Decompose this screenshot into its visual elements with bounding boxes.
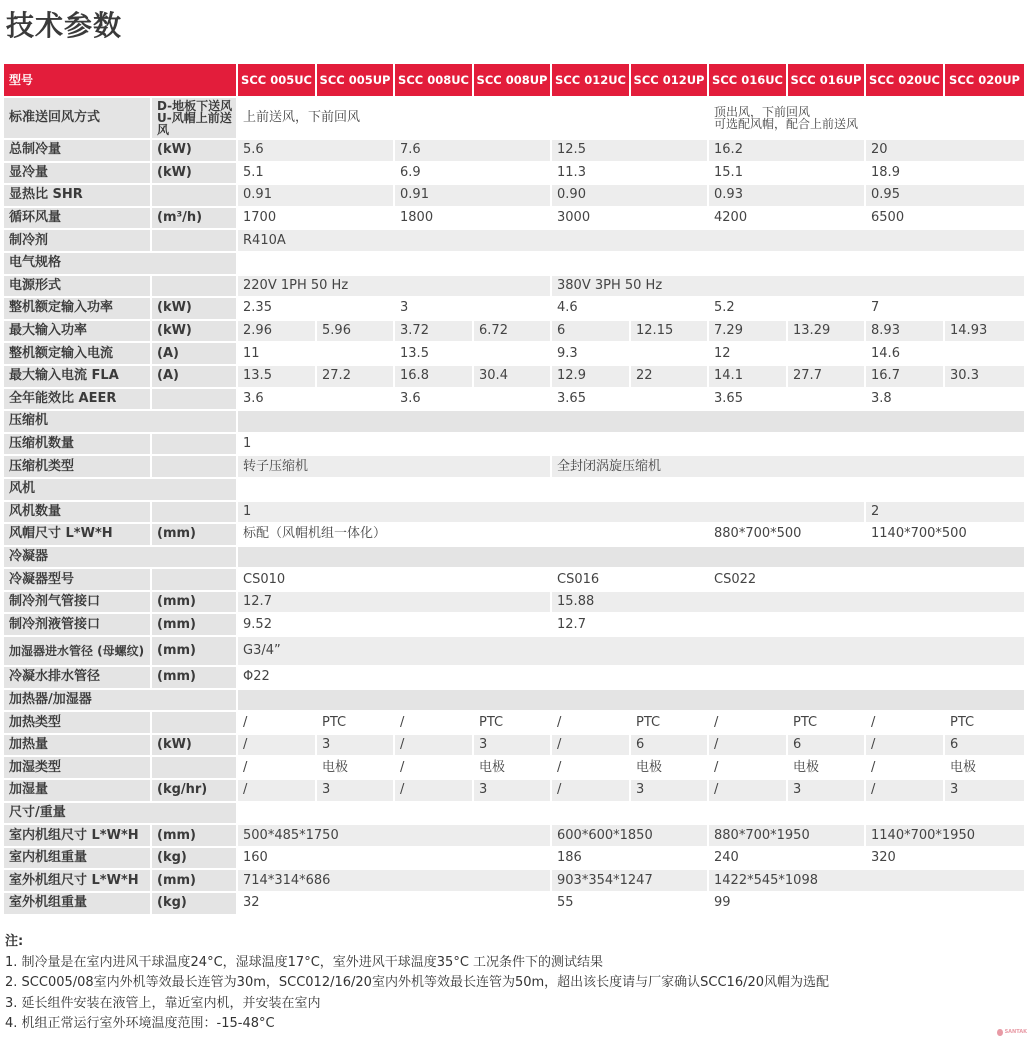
value-cell: 3 xyxy=(395,298,552,321)
value-cell: 8.93 xyxy=(866,321,945,344)
row-label: 最大输入电流 FLA xyxy=(4,366,152,389)
value-cell: 1700 xyxy=(238,208,395,231)
row-unit: (kW) xyxy=(152,140,238,163)
value-cell: 11 xyxy=(238,343,395,366)
notes xyxy=(5,932,1015,1035)
value-cell: 15.88 xyxy=(552,592,1026,615)
value-cell: / xyxy=(552,735,631,758)
note-item: 4. 机组正常运行室外环境温度范围：-15-48°C xyxy=(5,1016,275,1031)
value-cell: / xyxy=(552,712,631,735)
row-unit: (A) xyxy=(152,366,238,389)
row-unit: D-地板下送风 U-风帽上前送风 xyxy=(152,98,238,140)
value-cell: / xyxy=(238,757,317,780)
spec-row-humidifier-type xyxy=(4,757,1026,780)
value-cell: 186 xyxy=(552,848,709,871)
value-cell: 600*600*1850 xyxy=(552,825,709,848)
value-cell: / xyxy=(395,780,474,803)
value-cell: / xyxy=(709,712,788,735)
row-unit xyxy=(152,712,238,735)
row-label: 制冷剂 xyxy=(4,230,152,253)
watermark-text: SANTAK xyxy=(1004,1029,1027,1035)
value-cell: 3 xyxy=(317,735,395,758)
value-cell: 3 xyxy=(474,780,552,803)
row-label: 标准送回风方式 xyxy=(4,98,152,140)
value-cell: / xyxy=(552,780,631,803)
spec-row-outdoor-weight xyxy=(4,893,1026,916)
value-cell: 标配（风帽机组一体化） xyxy=(238,524,709,547)
row-label: 整机额定输入电流 xyxy=(4,343,152,366)
value-cell: 1 xyxy=(238,502,866,525)
spec-row-humidifier-inlet xyxy=(4,637,1026,667)
value-cell: 880*700*1950 xyxy=(709,825,866,848)
row-label: 加湿类型 xyxy=(4,757,152,780)
value-cell: 0.95 xyxy=(866,185,1026,208)
value-cell: 903*354*1247 xyxy=(552,870,709,893)
value-cell: 5.2 xyxy=(709,298,866,321)
value-cell: / xyxy=(395,735,474,758)
row-unit: (m³/h) xyxy=(152,208,238,231)
value-cell: 99 xyxy=(709,893,1026,916)
row-unit: (kg) xyxy=(152,848,238,871)
value-cell: 1422*545*1098 xyxy=(709,870,1026,893)
value-cell: 转子压缩机 xyxy=(238,456,552,479)
value-line: 可选配风帽，配合上前送风 xyxy=(714,117,859,131)
note-item: 1. 制冷量是在室内进风干球温度24°C，湿球温度17°C，室外进风干球温度35°C 工况条件下的测试结果 xyxy=(5,954,604,970)
value-cell: / xyxy=(709,757,788,780)
watermark-logo xyxy=(997,1025,1027,1039)
row-label: 最大输入功率 xyxy=(4,321,152,344)
spec-row-condenser-model xyxy=(4,569,1026,592)
value-cell: 4200 xyxy=(709,208,866,231)
spec-row-airflow xyxy=(4,208,1026,231)
value-cell: 12.15 xyxy=(631,321,709,344)
row-unit: (kW) xyxy=(152,321,238,344)
value-cell: 27.7 xyxy=(788,366,866,389)
row-label: 室外机组重量 xyxy=(4,893,152,916)
value-cell: 上前送风，下前回风 xyxy=(238,98,709,140)
spec-row-max-current xyxy=(4,366,1026,389)
value-cell: G3/4” xyxy=(238,637,1026,667)
model-header: SCC 005UC xyxy=(238,64,317,98)
value-line: 顶出风，下前回风 xyxy=(714,105,811,119)
value-cell: 55 xyxy=(552,893,709,916)
value-cell: R410A xyxy=(238,230,1026,253)
row-unit: (mm) xyxy=(152,667,238,690)
value-cell: 电极 xyxy=(317,757,395,780)
value-cell: 1 xyxy=(238,434,1026,457)
row-unit xyxy=(152,185,238,208)
row-unit: (kW) xyxy=(152,163,238,186)
value-cell: 9.52 xyxy=(238,614,552,637)
spec-row-refrigerant xyxy=(4,230,1026,253)
spec-row-liquid-pipe xyxy=(4,614,1026,637)
row-unit: (mm) xyxy=(152,825,238,848)
model-header: SCC 016UC xyxy=(709,64,788,98)
row-unit: (mm) xyxy=(152,614,238,637)
row-label: 制冷剂液管接口 xyxy=(4,614,152,637)
model-header: SCC 005UP xyxy=(317,64,395,98)
spec-row-fan-count xyxy=(4,502,1026,525)
value-cell: 0.91 xyxy=(395,185,552,208)
value-cell: 2.35 xyxy=(238,298,395,321)
value-cell: 3 xyxy=(788,780,866,803)
spec-row-rated-power xyxy=(4,298,1026,321)
row-label: 电源形式 xyxy=(4,276,152,299)
value-cell: / xyxy=(709,735,788,758)
page-title: 技术参数 xyxy=(6,9,123,42)
value-cell: 16.2 xyxy=(709,140,866,163)
value-cell: / xyxy=(395,757,474,780)
row-label: 总制冷量 xyxy=(4,140,152,163)
value-cell: 9.3 xyxy=(552,343,709,366)
value-cell: 14.1 xyxy=(709,366,788,389)
spec-table xyxy=(4,64,1026,916)
section-blank xyxy=(238,411,1026,434)
row-label: 显冷量 xyxy=(4,163,152,186)
value-cell: 13.29 xyxy=(788,321,866,344)
value-cell: 7.29 xyxy=(709,321,788,344)
value-cell: 3.65 xyxy=(709,389,866,412)
value-cell: 220V 1PH 50 Hz xyxy=(238,276,552,299)
value-cell: 32 xyxy=(238,893,552,916)
row-unit: (A) xyxy=(152,343,238,366)
value-cell: / xyxy=(866,735,945,758)
spec-row-indoor-weight xyxy=(4,848,1026,871)
row-unit: (mm) xyxy=(152,637,238,667)
value-cell: CS010 xyxy=(238,569,552,592)
section-label: 冷凝器 xyxy=(4,547,238,570)
value-cell: 3.72 xyxy=(395,321,474,344)
value-cell: 6 xyxy=(631,735,709,758)
row-unit xyxy=(152,569,238,592)
model-header: SCC 008UC xyxy=(395,64,474,98)
row-label: 风机数量 xyxy=(4,502,152,525)
value-cell: 11.3 xyxy=(552,163,709,186)
row-unit xyxy=(152,389,238,412)
row-label: 加热量 xyxy=(4,735,152,758)
value-cell: 30.4 xyxy=(474,366,552,389)
value-cell: 5.1 xyxy=(238,163,395,186)
value-cell: 30.3 xyxy=(945,366,1026,389)
row-label: 室内机组尺寸 L*W*H xyxy=(4,825,152,848)
value-cell: 3 xyxy=(945,780,1026,803)
value-cell: 160 xyxy=(238,848,552,871)
row-unit xyxy=(152,276,238,299)
row-unit: (kg) xyxy=(152,893,238,916)
value-cell: 4.6 xyxy=(552,298,709,321)
value-cell: 22 xyxy=(631,366,709,389)
value-cell: 3000 xyxy=(552,208,709,231)
section-size-weight xyxy=(4,803,1026,826)
value-cell: 7 xyxy=(866,298,1026,321)
value-cell: 电极 xyxy=(631,757,709,780)
value-cell xyxy=(709,98,1026,140)
row-label: 压缩机数量 xyxy=(4,434,152,457)
row-unit: (mm) xyxy=(152,524,238,547)
section-condenser xyxy=(4,547,1026,570)
row-unit: (mm) xyxy=(152,592,238,615)
model-header: SCC 016UP xyxy=(788,64,866,98)
row-unit xyxy=(152,230,238,253)
value-cell: 3 xyxy=(631,780,709,803)
value-cell: 3.65 xyxy=(552,389,709,412)
note-item: 2. SCC005/08室内外机等效最长连管为30m，SCC012/16/20室内外机等效最长连管为50m，超出该长度请与厂家确认SCC16/20风帽为选配 xyxy=(5,975,830,990)
row-unit xyxy=(152,456,238,479)
value-cell: PTC xyxy=(945,712,1026,735)
spec-row-indoor-size xyxy=(4,825,1026,848)
value-cell: / xyxy=(552,757,631,780)
value-cell: PTC xyxy=(788,712,866,735)
row-unit xyxy=(152,502,238,525)
value-cell: CS022 xyxy=(709,569,1026,592)
value-cell: 1800 xyxy=(395,208,552,231)
watermark-logo-icon xyxy=(997,1029,1003,1036)
value-cell: 0.93 xyxy=(709,185,866,208)
section-blank xyxy=(238,803,1026,826)
value-cell: Φ22 xyxy=(238,667,1026,690)
value-cell: 5.96 xyxy=(317,321,395,344)
value-cell: 1140*700*500 xyxy=(866,524,1026,547)
model-header: SCC 012UP xyxy=(631,64,709,98)
section-blank xyxy=(238,547,1026,570)
value-cell: 3 xyxy=(317,780,395,803)
row-unit: (kg/hr) xyxy=(152,780,238,803)
section-blank xyxy=(238,253,1026,276)
row-label: 循环风量 xyxy=(4,208,152,231)
value-cell: 12.5 xyxy=(552,140,709,163)
section-label: 加热器/加湿器 xyxy=(4,690,238,713)
section-label: 电气规格 xyxy=(4,253,238,276)
value-cell: 2.96 xyxy=(238,321,317,344)
section-blank xyxy=(238,479,1026,502)
section-blank xyxy=(238,690,1026,713)
row-unit xyxy=(152,434,238,457)
spec-row-drain-pipe xyxy=(4,667,1026,690)
row-unit: (kW) xyxy=(152,298,238,321)
row-unit: (kW) xyxy=(152,735,238,758)
value-cell: 714*314*686 xyxy=(238,870,552,893)
value-cell: 880*700*500 xyxy=(709,524,866,547)
value-cell: 2 xyxy=(866,502,1026,525)
value-cell: 13.5 xyxy=(395,343,552,366)
model-header: SCC 008UP xyxy=(474,64,552,98)
model-header: SCC 020UC xyxy=(866,64,945,98)
row-label: 加热类型 xyxy=(4,712,152,735)
row-label: 全年能效比 AEER xyxy=(4,389,152,412)
value-cell: 18.9 xyxy=(866,163,1026,186)
section-fan xyxy=(4,479,1026,502)
value-cell: / xyxy=(866,780,945,803)
value-cell: 电极 xyxy=(474,757,552,780)
spec-row-heating-capacity xyxy=(4,735,1026,758)
value-cell: 3.6 xyxy=(395,389,552,412)
spec-row-airflow-mode xyxy=(4,98,1026,140)
value-cell: 14.93 xyxy=(945,321,1026,344)
value-cell: / xyxy=(238,712,317,735)
section-label: 尺寸/重量 xyxy=(4,803,238,826)
value-cell: 12.9 xyxy=(552,366,631,389)
section-electrical xyxy=(4,253,1026,276)
value-cell: 380V 3PH 50 Hz xyxy=(552,276,1026,299)
value-cell: / xyxy=(866,757,945,780)
model-header: SCC 020UP xyxy=(945,64,1026,98)
value-cell: 16.7 xyxy=(866,366,945,389)
value-cell: 6 xyxy=(945,735,1026,758)
row-label: 压缩机类型 xyxy=(4,456,152,479)
value-cell: 6500 xyxy=(866,208,1026,231)
value-cell: 0.90 xyxy=(552,185,709,208)
value-cell: 16.8 xyxy=(395,366,474,389)
spec-row-aeer xyxy=(4,389,1026,412)
value-cell: 12.7 xyxy=(552,614,1026,637)
value-cell: 3 xyxy=(474,735,552,758)
row-label: 加湿量 xyxy=(4,780,152,803)
section-compressor xyxy=(4,411,1026,434)
note-item: 3. 延长组件安装在液管上，靠近室内机，并安装在室内 xyxy=(5,995,321,1011)
value-cell: 6.72 xyxy=(474,321,552,344)
row-unit xyxy=(152,757,238,780)
value-cell: / xyxy=(709,780,788,803)
value-cell: PTC xyxy=(474,712,552,735)
spec-row-shr xyxy=(4,185,1026,208)
value-cell: 全封闭涡旋压缩机 xyxy=(552,456,1026,479)
spec-row-power-supply xyxy=(4,276,1026,299)
section-label: 压缩机 xyxy=(4,411,238,434)
value-cell: 6 xyxy=(552,321,631,344)
value-cell: 15.1 xyxy=(709,163,866,186)
row-label: 制冷剂气管接口 xyxy=(4,592,152,615)
row-label: 室内机组重量 xyxy=(4,848,152,871)
value-cell: 320 xyxy=(866,848,1026,871)
value-cell: 6 xyxy=(788,735,866,758)
section-label: 风机 xyxy=(4,479,238,502)
value-cell: 240 xyxy=(709,848,866,871)
value-cell: 6.9 xyxy=(395,163,552,186)
spec-row-humidifying-capacity xyxy=(4,780,1026,803)
value-cell: 电极 xyxy=(945,757,1026,780)
spec-row-max-power xyxy=(4,321,1026,344)
value-cell: 14.6 xyxy=(866,343,1026,366)
value-cell: 电极 xyxy=(788,757,866,780)
value-cell: / xyxy=(395,712,474,735)
value-cell: / xyxy=(866,712,945,735)
row-unit: (mm) xyxy=(152,870,238,893)
row-label: 整机额定输入功率 xyxy=(4,298,152,321)
value-cell: 3.6 xyxy=(238,389,395,412)
spec-row-sensible-cooling xyxy=(4,163,1026,186)
spec-row-gas-pipe xyxy=(4,592,1026,615)
value-cell: 13.5 xyxy=(238,366,317,389)
value-cell: 27.2 xyxy=(317,366,395,389)
value-cell: 3.8 xyxy=(866,389,1026,412)
spec-row-total-cooling xyxy=(4,140,1026,163)
value-cell: / xyxy=(238,735,317,758)
notes-title: 注: xyxy=(5,934,24,949)
value-cell: 12 xyxy=(709,343,866,366)
value-cell: 5.6 xyxy=(238,140,395,163)
spec-row-outdoor-size xyxy=(4,870,1026,893)
section-heater-humidifier xyxy=(4,690,1026,713)
value-cell: 12.7 xyxy=(238,592,552,615)
row-label: 风帽尺寸 L*W*H xyxy=(4,524,152,547)
row-label: 冷凝器型号 xyxy=(4,569,152,592)
row-label: 冷凝水排水管径 xyxy=(4,667,152,690)
header-row xyxy=(4,64,1026,98)
row-label: 室外机组尺寸 L*W*H xyxy=(4,870,152,893)
value-cell: / xyxy=(238,780,317,803)
value-cell: PTC xyxy=(317,712,395,735)
value-cell: CS016 xyxy=(552,569,709,592)
spec-row-compressor-count xyxy=(4,434,1026,457)
spec-row-rated-current xyxy=(4,343,1026,366)
model-header: SCC 012UC xyxy=(552,64,631,98)
value-cell: 500*485*1750 xyxy=(238,825,552,848)
spec-row-compressor-type xyxy=(4,456,1026,479)
model-header-label: 型号 xyxy=(4,64,238,98)
value-cell: 7.6 xyxy=(395,140,552,163)
value-cell: 20 xyxy=(866,140,1026,163)
spec-row-heating-type xyxy=(4,712,1026,735)
value-cell: 0.91 xyxy=(238,185,395,208)
spec-row-hood-size xyxy=(4,524,1026,547)
value-cell: PTC xyxy=(631,712,709,735)
row-label: 显热比 SHR xyxy=(4,185,152,208)
row-label: 加湿器进水管径 (母螺纹) xyxy=(4,637,152,667)
value-cell: 1140*700*1950 xyxy=(866,825,1026,848)
